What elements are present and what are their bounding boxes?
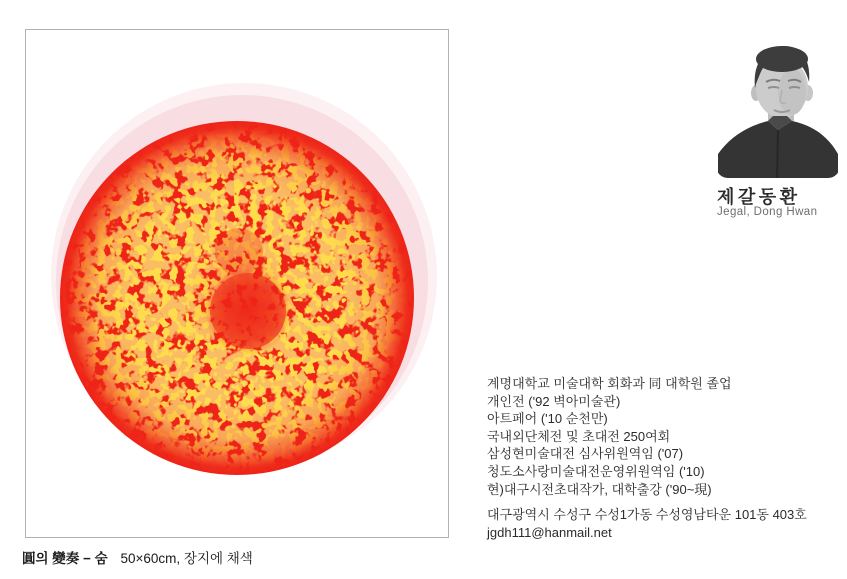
artist-name-korean: 제갈동환 xyxy=(717,187,801,207)
bio-line: 현)대구시전초대작가, 대학출강 ('90~現) xyxy=(487,481,712,497)
artwork-frame xyxy=(25,29,449,538)
bio-line: 국내외단체전 및 초대전 250여회 xyxy=(487,428,671,444)
bio-line: 삼성현미술대전 심사위원역임 ('07) xyxy=(487,446,684,462)
artwork-medium-size: 50×60cm, 장지에 채색 xyxy=(120,551,253,566)
address-line: 대구광역시 수성구 수성1가동 수성영남타운 101동 403호 xyxy=(487,507,807,523)
bio-line: 아트페어 ('10 순천만) xyxy=(487,411,608,427)
artist-name-english: Jegal, Dong Hwan xyxy=(717,206,818,218)
artist-bio xyxy=(487,375,807,541)
artist-photo xyxy=(716,38,840,178)
artwork-title: 圓의 變奏 − 숨 xyxy=(22,551,108,566)
artwork-image xyxy=(26,30,448,537)
artwork-caption xyxy=(22,550,253,567)
bio-line: 청도소사랑미술대전운영위원역임 ('10) xyxy=(487,463,705,479)
email-line: jgdh111@hanmail.net xyxy=(487,524,612,540)
artist-portrait-drawing xyxy=(716,38,840,178)
bio-line: 개인전 ('92 벽아미술관) xyxy=(487,393,621,409)
center-red-blotch xyxy=(204,267,292,355)
artist-contact xyxy=(487,506,807,541)
bio-line: 계명대학교 미술대학 회화과 同 대학원 졸업 xyxy=(487,376,732,391)
